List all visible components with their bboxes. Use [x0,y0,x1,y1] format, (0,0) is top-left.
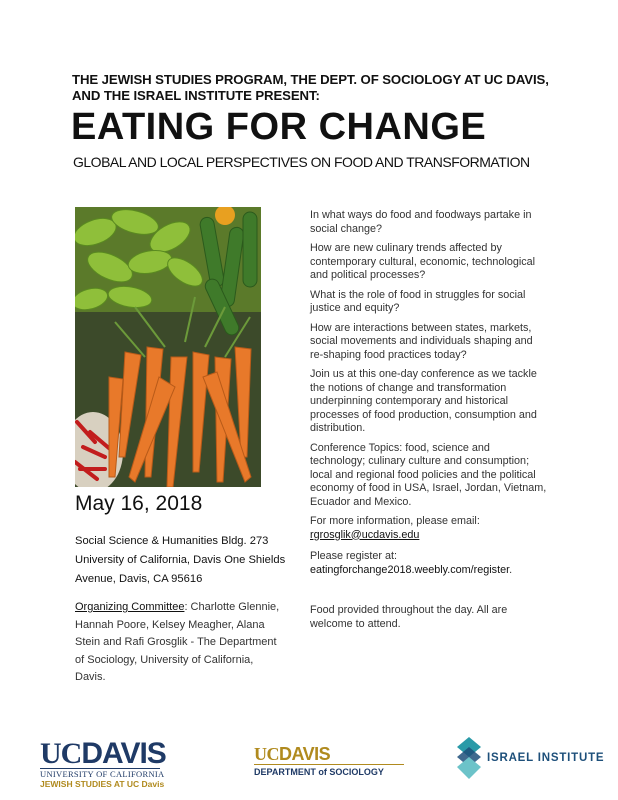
vegetables-photo [75,207,261,487]
israel-institute-logo [457,737,607,779]
register-link[interactable]: eatingforchange2018.weebly.com/register [310,563,510,576]
conference-topics: Conference Topics: food, science and technology; culinary culture and consumption; local and regional food policies and the political economy of food in USA, Israel, Jordan, Vietnam, Ecuador and Mexico. [310,441,547,508]
organizing-committee [75,599,285,687]
ucdavis-jewish-studies-logo [40,737,190,789]
question-3: What is the role of food in struggles for social justice and equity? [310,288,526,314]
sociology-davis: DAVIS [279,744,331,764]
ucdavis-wordmark [40,737,190,770]
description-column [310,209,548,583]
ucdavis-davis: DAVIS [81,737,166,770]
ucdavis-uc: UC [40,737,82,770]
question-2: How are new culinary trends affected by contemporary cultural, economic, technological and political processes? [310,242,536,281]
sociology-uc: UC [254,744,279,764]
presenters-heading [72,72,572,104]
ucdavis-sociology-logo [254,744,414,778]
page-subtitle: GLOBAL AND LOCAL PERSPECTIVES ON FOOD AND TRANSFORMATION [73,154,530,170]
presenters-line-2: AND THE ISRAEL INSTITUTE PRESENT: [72,88,320,103]
sociology-dept-line: DEPARTMENT of SOCIOLOGY [254,764,404,778]
event-date: May 16, 2018 [75,492,203,515]
question-4: How are interactions between states, markets, social movements and individuals shaping and re-shaping food practices today? [310,321,533,361]
sociology-wordmark [254,744,414,764]
question-1: In what ways do food and foodways partake in social change? [310,209,532,235]
venue-line-1: Social Science & Humanities Bldg. 273 [75,535,269,547]
israel-institute-wordmark: ISRAEL INSTITUTE [487,752,605,764]
food-note-text: Food provided throughout the day. All are welcome to attend. [310,604,508,630]
register-block [310,550,548,577]
register-period: . [509,563,513,576]
israel-institute-mark-icon [457,737,481,779]
register-text: Please register at: [310,550,398,562]
presenters-line-1: THE JEWISH STUDIES PROGRAM, THE DEPT. OF SOCIOLOGY AT UC DAVIS, [72,72,549,87]
page-title: EATING FOR CHANGE [71,106,487,148]
committee-members: : Charlotte Glennie, Hannah Poore, Kelsey Meagher, Alana Stein and Rafi Grosglik - The Department of Sociology, University of California, Davis. [75,601,280,683]
vegetables-illustration [75,207,261,487]
committee-label: Organizing Committee [75,601,185,613]
venue-line-3: Avenue, Davis, CA 95616 [75,573,203,585]
venue-line-2: University of California, Davis One Shields [75,554,286,566]
ucdavis-program-line: JEWISH STUDIES AT UC Davis [40,779,165,789]
contact-info-text: For more information, please email: [310,515,480,527]
invitation-paragraph: Join us at this one-day conference as we tackle the notions of change and transformation underpinning contemporary and historical processes of food production, consumption and distribution. [310,368,537,434]
contact-block [310,515,548,542]
contact-email-link[interactable]: rgrosglik@ucdavis.edu [310,528,420,541]
food-note [310,604,540,631]
ucdavis-university-line: UNIVERSITY OF CALIFORNIA [40,769,165,779]
event-venue [75,532,285,589]
